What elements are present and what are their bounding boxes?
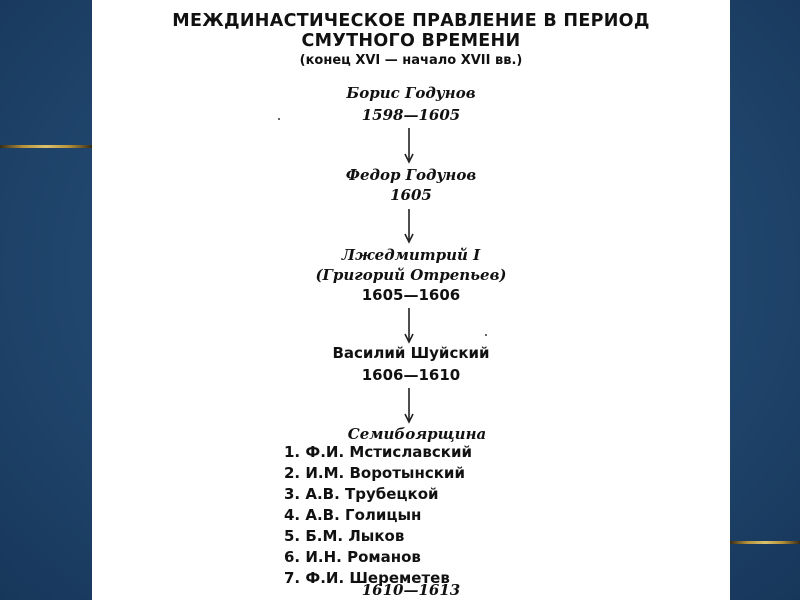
ruler-name-vasily-shuisky: Василий Шуйский	[332, 344, 490, 362]
council-member: 7. Ф.И. Шереметев	[284, 569, 450, 587]
council-member: 5. Б.М. Лыков	[284, 527, 405, 545]
ruler-years-boris-godunov: 1598—1605	[361, 106, 461, 124]
council-member: 3. А.В. Трубецкой	[284, 485, 439, 503]
council-member: 2. И.М. Воротынский	[284, 464, 465, 482]
ruler-name-false-dmitry: Лжедмитрий I	[341, 246, 481, 264]
council-member: 1. Ф.И. Мстиславский	[284, 443, 473, 461]
title-line-1: МЕЖДИНАСТИЧЕСКОЕ ПРАВЛЕНИЕ В ПЕРИОД	[172, 11, 650, 31]
scan-speck	[485, 334, 487, 336]
ruler-name-boris-godunov: Борис Годунов	[346, 84, 476, 102]
ruler-years-vasily-shuisky: 1606—1610	[361, 366, 461, 384]
council-member: 6. И.Н. Романов	[284, 548, 421, 566]
slide-panel	[92, 0, 730, 600]
decorative-gold-line-left	[0, 145, 92, 148]
council-name: Семибоярщина	[347, 425, 487, 443]
council-member: 4. А.В. Голицын	[284, 506, 422, 524]
decorative-gold-line-right	[730, 541, 800, 544]
ruler-years-false-dmitry: 1605—1606	[361, 286, 461, 304]
council-years: 1610—1613	[361, 581, 461, 599]
scan-speck	[278, 118, 280, 120]
ruler-years-fedor-godunov: 1605	[390, 186, 432, 204]
title-line-2: СМУТНОГО ВРЕМЕНИ	[301, 31, 521, 51]
ruler-alias-false-dmitry: (Григорий Отрепьев)	[315, 266, 507, 284]
title-subtitle: (конец XVI — начало XVII вв.)	[299, 53, 523, 68]
succession-arrows	[92, 0, 730, 600]
ruler-name-fedor-godunov: Федор Годунов	[345, 166, 477, 184]
